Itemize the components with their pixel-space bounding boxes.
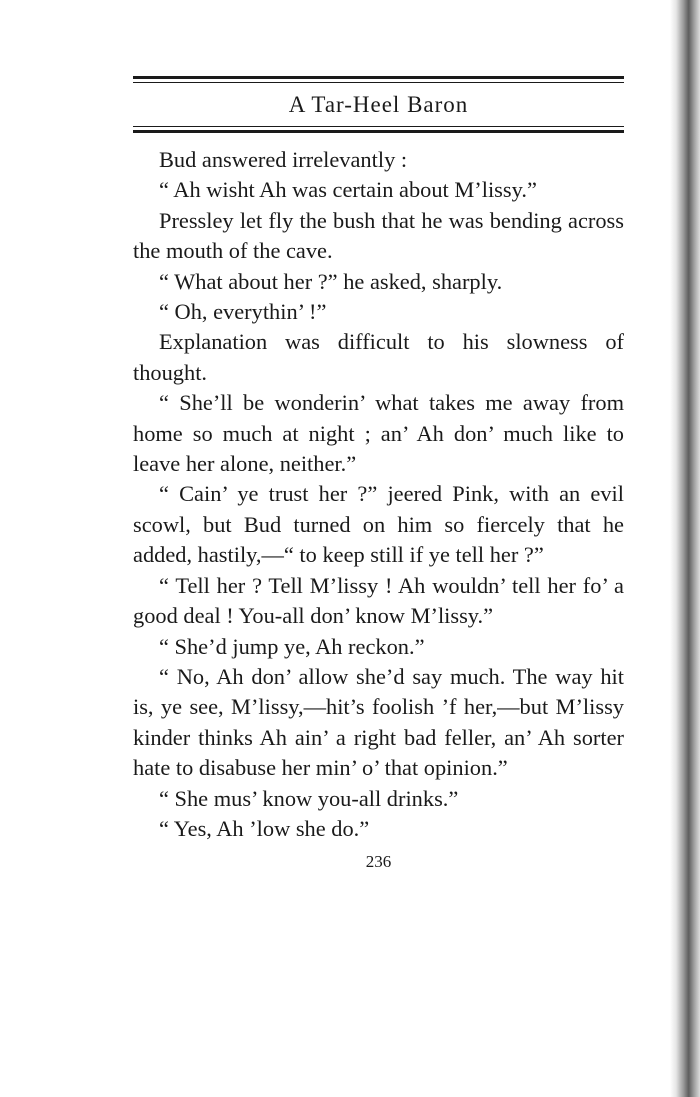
page-number: 236 [365,852,392,871]
paragraph: Explanation was difficult to his slowness of thought. [133,329,624,385]
paragraph: Pressley let fly the bush that he was bending across the mouth of the cave. [133,207,624,264]
top-rule-thin [133,82,624,83]
paragraph: “ Tell her ? Tell M’lissy ! Ah wouldn’ tell her fo’ a good deal ! You-all don’ know M’lissy.” [133,572,624,629]
page-edge-shadow [670,0,700,1097]
paragraph: “ No, Ah don’ allow she’d say much. The way hit is, ye see, M’lissy,—hit’s foolish ’f her,—but M’lissy kinder thinks Ah ain’ a right bad feller, an’ Ah sorter hate to disabuse her min’ o’ that opinion.” [133,663,624,781]
paragraph: “ She’ll be wonderin’ what takes me away from home so much at night ; an’ Ah don’ much like to leave her alone, neither.” [133,390,624,477]
paragraph: Bud answered irrelevantly : [159,147,408,172]
bottom-rule-thick [133,130,624,133]
paragraph: “ She mus’ know you-all drinks.” [159,785,459,811]
top-rule-thick [133,76,624,79]
bottom-rule-thin [133,126,624,127]
paragraph: “ What about her ?” he asked, sharply. [159,268,503,294]
paragraph: “ Yes, Ah ’low she do.” [159,815,370,841]
paragraph: “ Oh, everythin’ !” [159,299,327,325]
paragraph: “ Cain’ ye trust her ?” jeered Pink, with an evil scowl, but Bud turned on him so fiercely that he added, hastily,—“ to keep still if ye tell her ?” [133,481,624,568]
running-head: A Tar-Heel Baron [288,92,469,117]
body-text [133,145,624,844]
paragraph: “ Ah wisht Ah was certain about M’lissy.” [159,177,537,203]
paragraph: “ She’d jump ye, Ah reckon.” [159,633,425,659]
